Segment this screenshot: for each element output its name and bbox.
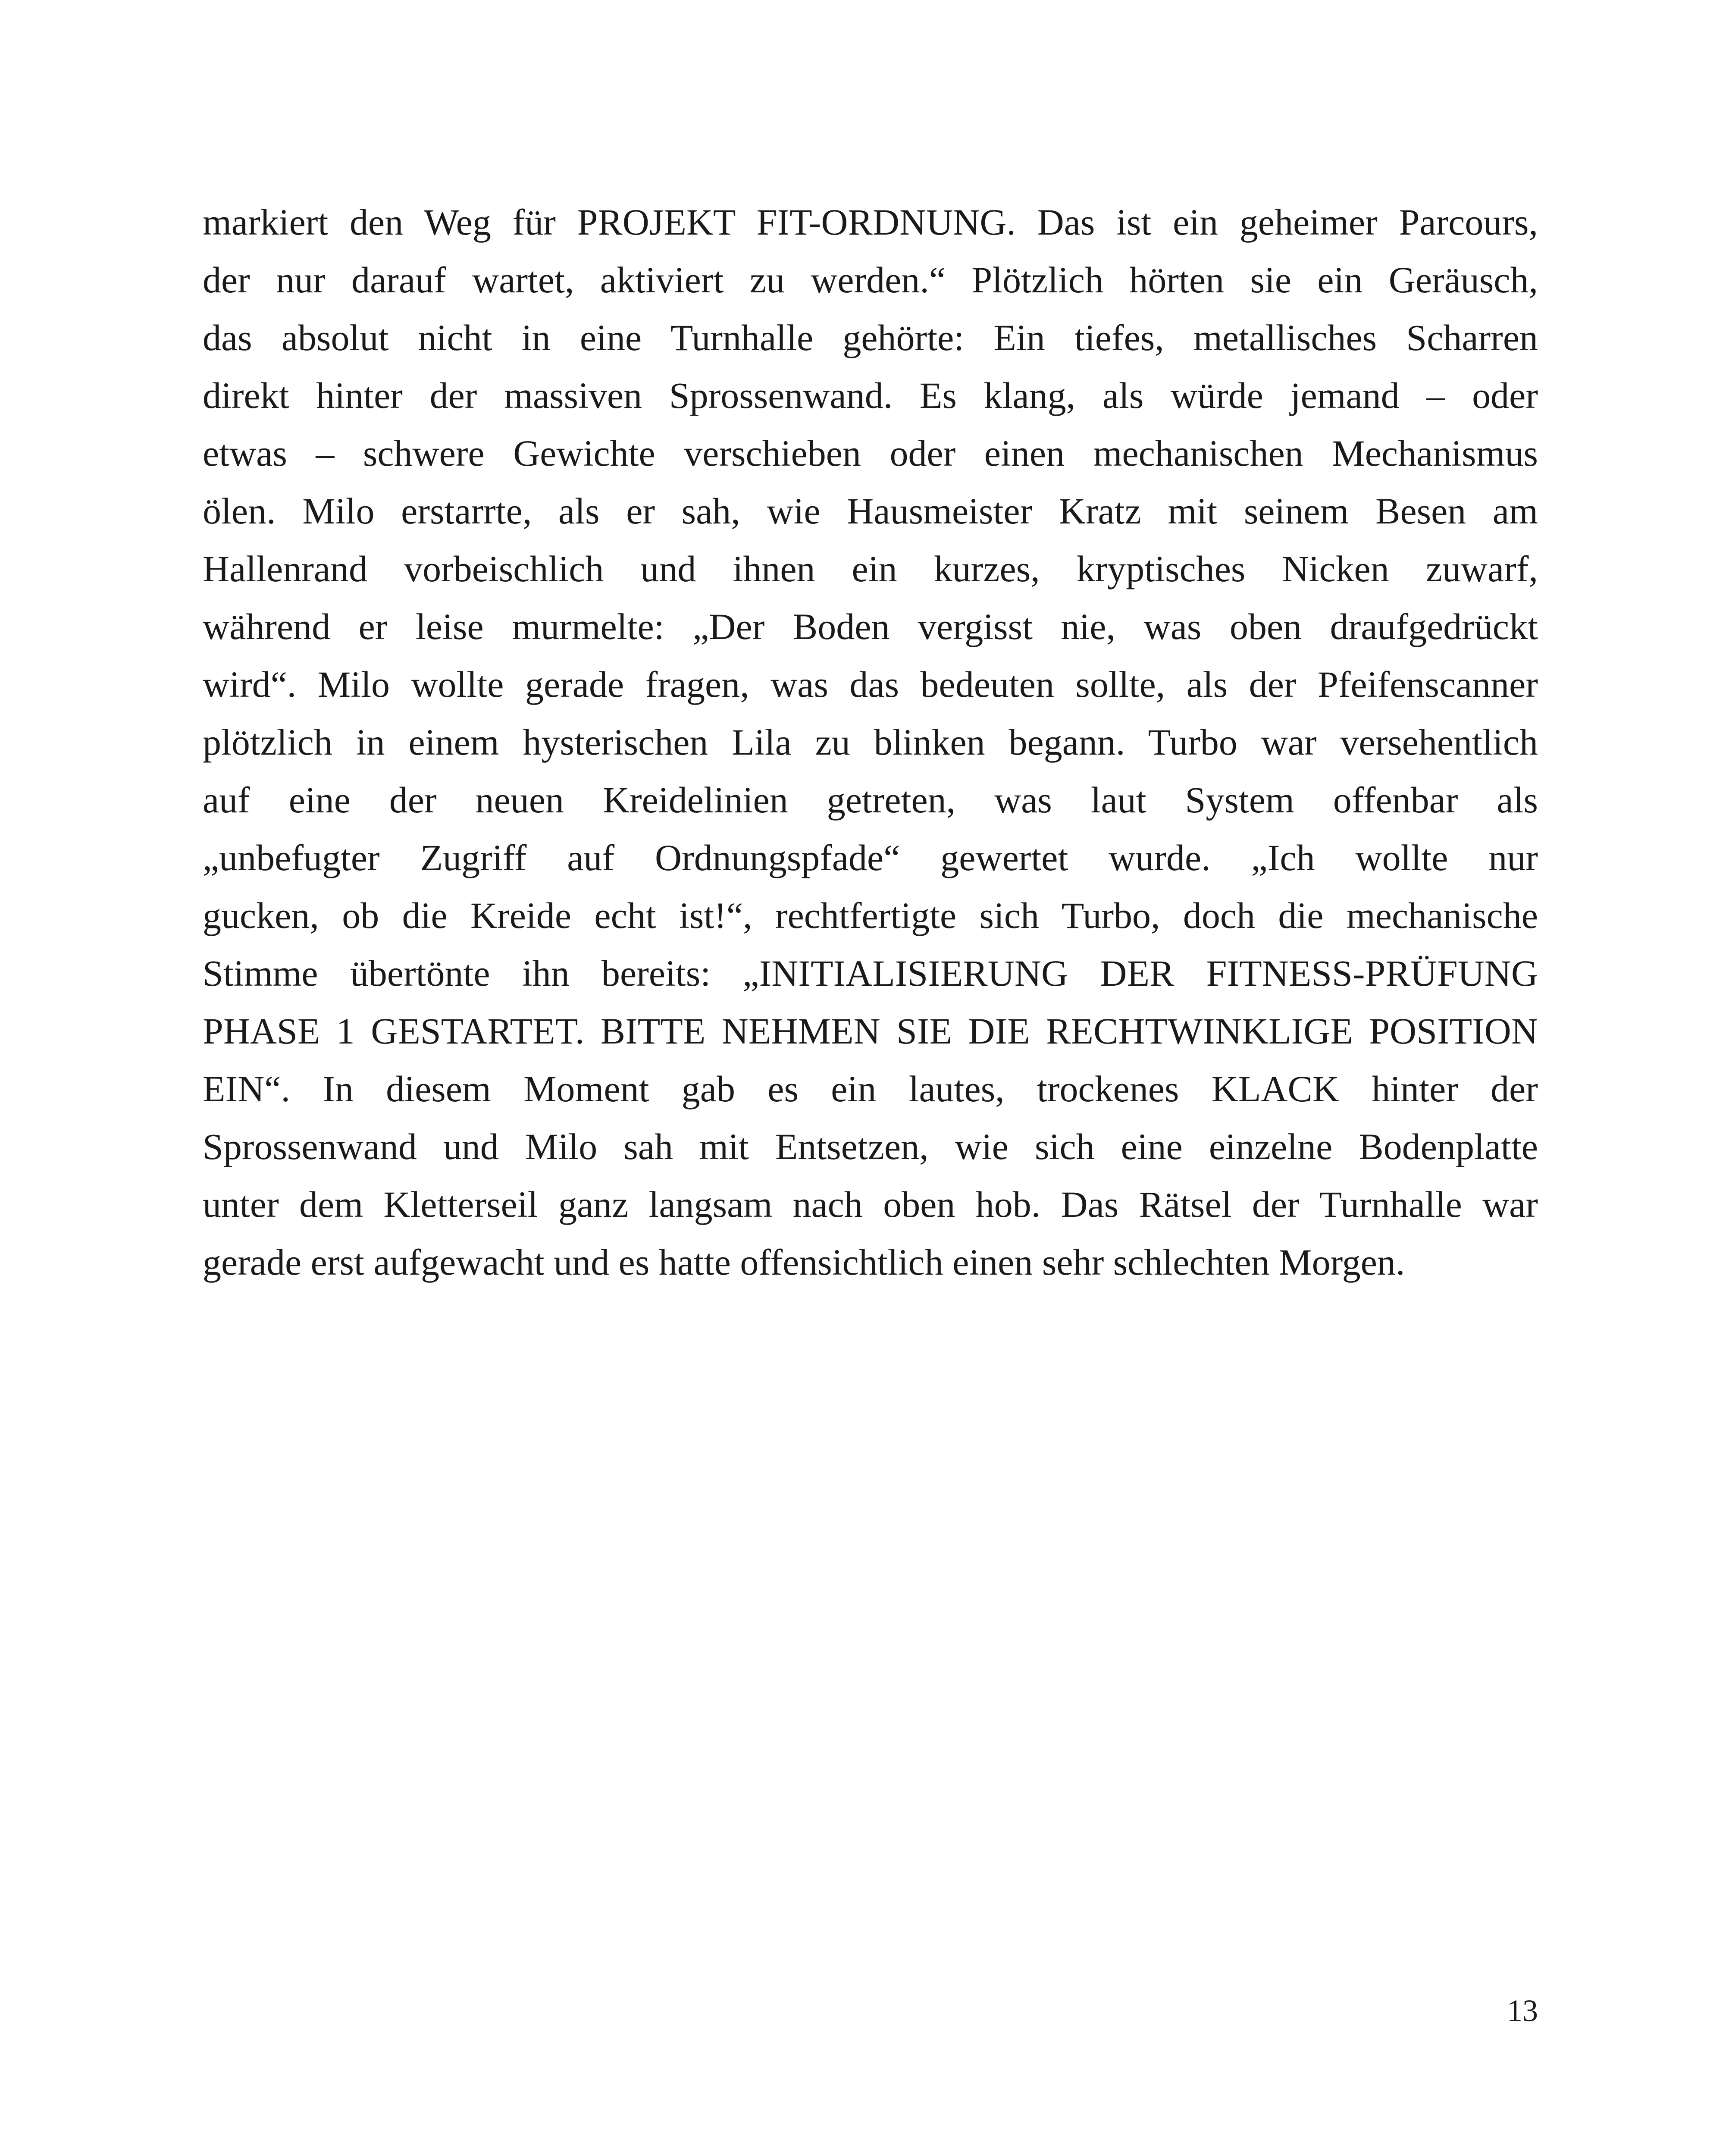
text-line: gucken, ob die Kreide echt ist!“, rechtfertigte sich Turbo, doch die mechanische: [203, 895, 1538, 936]
text-line: der nur darauf wartet, aktiviert zu werden.“ Plötzlich hörten sie ein Geräusch,: [203, 259, 1538, 301]
text-line: Hallenrand vorbeischlich und ihnen ein kurzes, kryptisches Nicken zuwarf,: [203, 548, 1538, 589]
text-line: direkt hinter der massiven Sprossenwand. Es klang, als würde jemand – oder: [203, 375, 1538, 416]
text-line: wird“. Milo wollte gerade fragen, was das bedeuten sollte, als der Pfeifenscanner: [203, 664, 1538, 705]
text-line: Stimme übertönte ihn bereits: „INITIALISIERUNG DER FITNESS-PRÜFUNG: [203, 953, 1538, 994]
text-line: das absolut nicht in eine Turnhalle gehörte: Ein tiefes, metallisches Scharren: [203, 317, 1538, 358]
text-line: markiert den Weg für PROJEKT FIT-ORDNUNG. Das ist ein geheimer Parcours,: [203, 201, 1538, 243]
text-line: auf eine der neuen Kreidelinien getreten, was laut System offenbar als: [203, 779, 1538, 821]
text-line: gerade erst aufgewacht und es hatte offensichtlich einen sehr schlechten Morgen.: [203, 1241, 1405, 1283]
text-line: plötzlich in einem hysterischen Lila zu blinken begann. Turbo war versehentlich: [203, 721, 1538, 763]
text-line: ölen. Milo erstarrte, als er sah, wie Hausmeister Kratz mit seinem Besen am: [203, 490, 1538, 532]
body-text: [203, 193, 1538, 1291]
text-line: etwas – schwere Gewichte verschieben oder einen mechanischen Mechanismus: [203, 432, 1538, 474]
text-line: unter dem Kletterseil ganz langsam nach oben hob. Das Rätsel der Turnhalle war: [203, 1184, 1538, 1225]
text-line: während er leise murmelte: „Der Boden vergisst nie, was oben draufgedrückt: [203, 606, 1538, 647]
text-line: „unbefugter Zugriff auf Ordnungspfade“ gewertet wurde. „Ich wollte nur: [203, 837, 1538, 878]
text-line: PHASE 1 GESTARTET. BITTE NEHMEN SIE DIE RECHTWINKLIGE POSITION: [203, 1010, 1538, 1052]
text-line: Sprossenwand und Milo sah mit Entsetzen, wie sich eine einzelne Bodenplatte: [203, 1126, 1538, 1167]
page-number: 13: [1507, 1993, 1538, 2028]
text-line: EIN“. In diesem Moment gab es ein lautes, trockenes KLACK hinter der: [203, 1068, 1538, 1109]
